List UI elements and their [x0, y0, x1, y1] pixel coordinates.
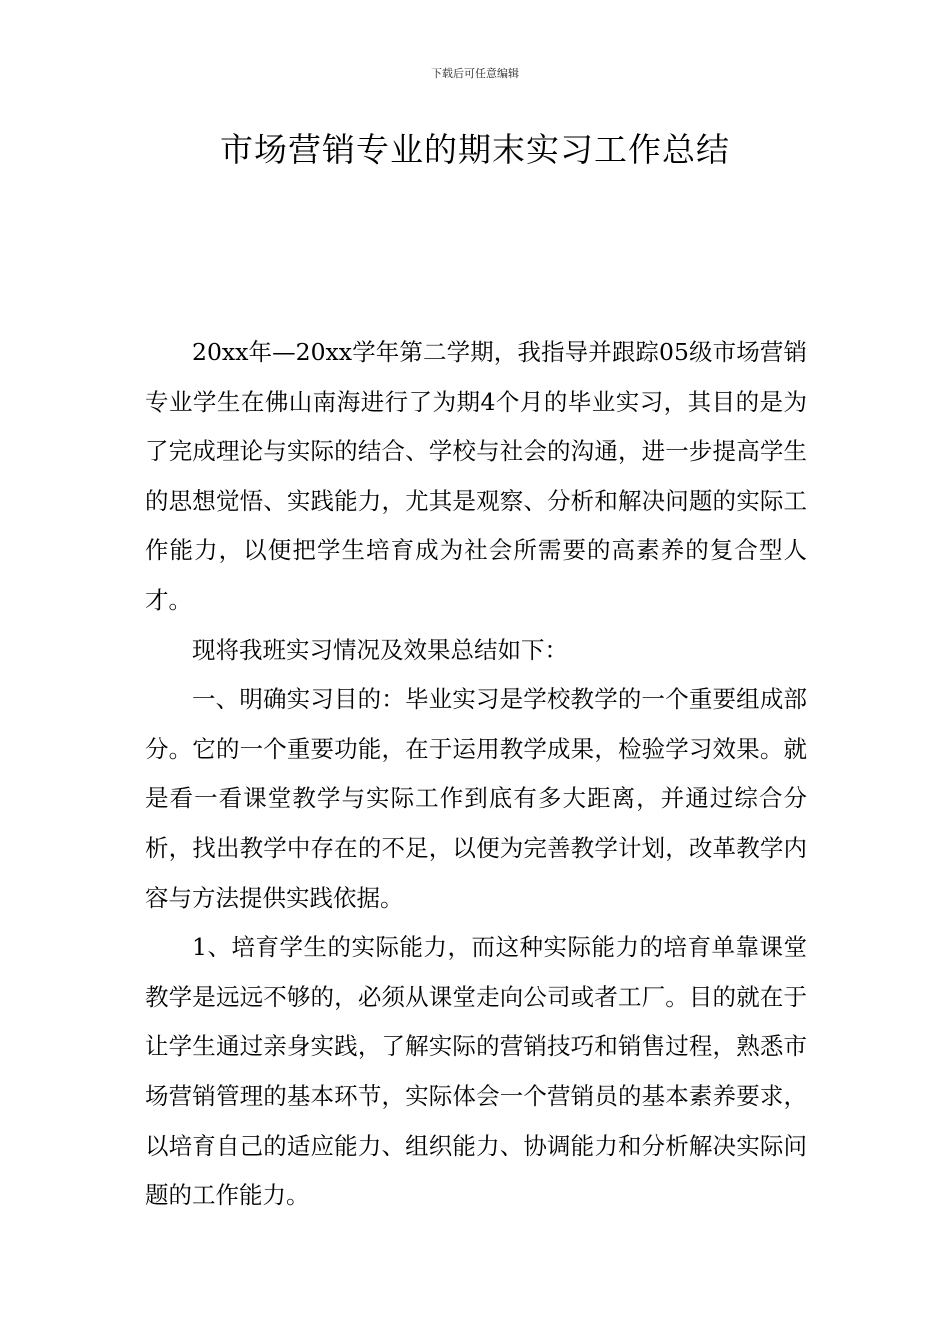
document-body	[145, 328, 807, 1221]
paragraph-section-1: 一、明确实习目的：毕业实习是学校教学的一个重要组成部分。它的一个重要功能，在于运用教学成果，检验学习效果。就是看一看课堂教学与实际工作到底有多大距离，并通过综合分析，找出教学中存在的不足，以便为完善教学计划，改革教学内容与方法提供实践依据。	[145, 685, 807, 912]
header-note: 下载后可任意编辑	[431, 67, 519, 80]
paragraph-summary-lead: 现将我班实习情况及效果总结如下：	[192, 635, 568, 664]
paragraph-intro: 20xx年—20xx学年第二学期，我指导并跟踪05级市场营销专业学生在佛山南海进行了为期4个月的毕业实习，其目的是为了完成理论与实际的结合、学校与社会的沟通，进一步提高学生的思想觉悟、实践能力，尤其是观察、分析和解决问题的实际工作能力，以便把学生培育成为社会所需要的高素养的复合型人才。	[145, 338, 807, 614]
paragraph-item-1: 1、培育学生的实际能力，而这种实际能力的培育单靠课堂教学是远远不够的，必须从课堂走向公司或者工厂。目的就在于让学生通过亲身实践，了解实际的营销技巧和销售过程，熟悉市场营销管理的基本环节，实际体会一个营销员的基本素养要求，以培育自己的适应能力、组织能力、协调能力和分析解决实际问题的工作能力。	[145, 933, 807, 1210]
document-title: 市场营销专业的期末实习工作总结	[220, 130, 730, 169]
